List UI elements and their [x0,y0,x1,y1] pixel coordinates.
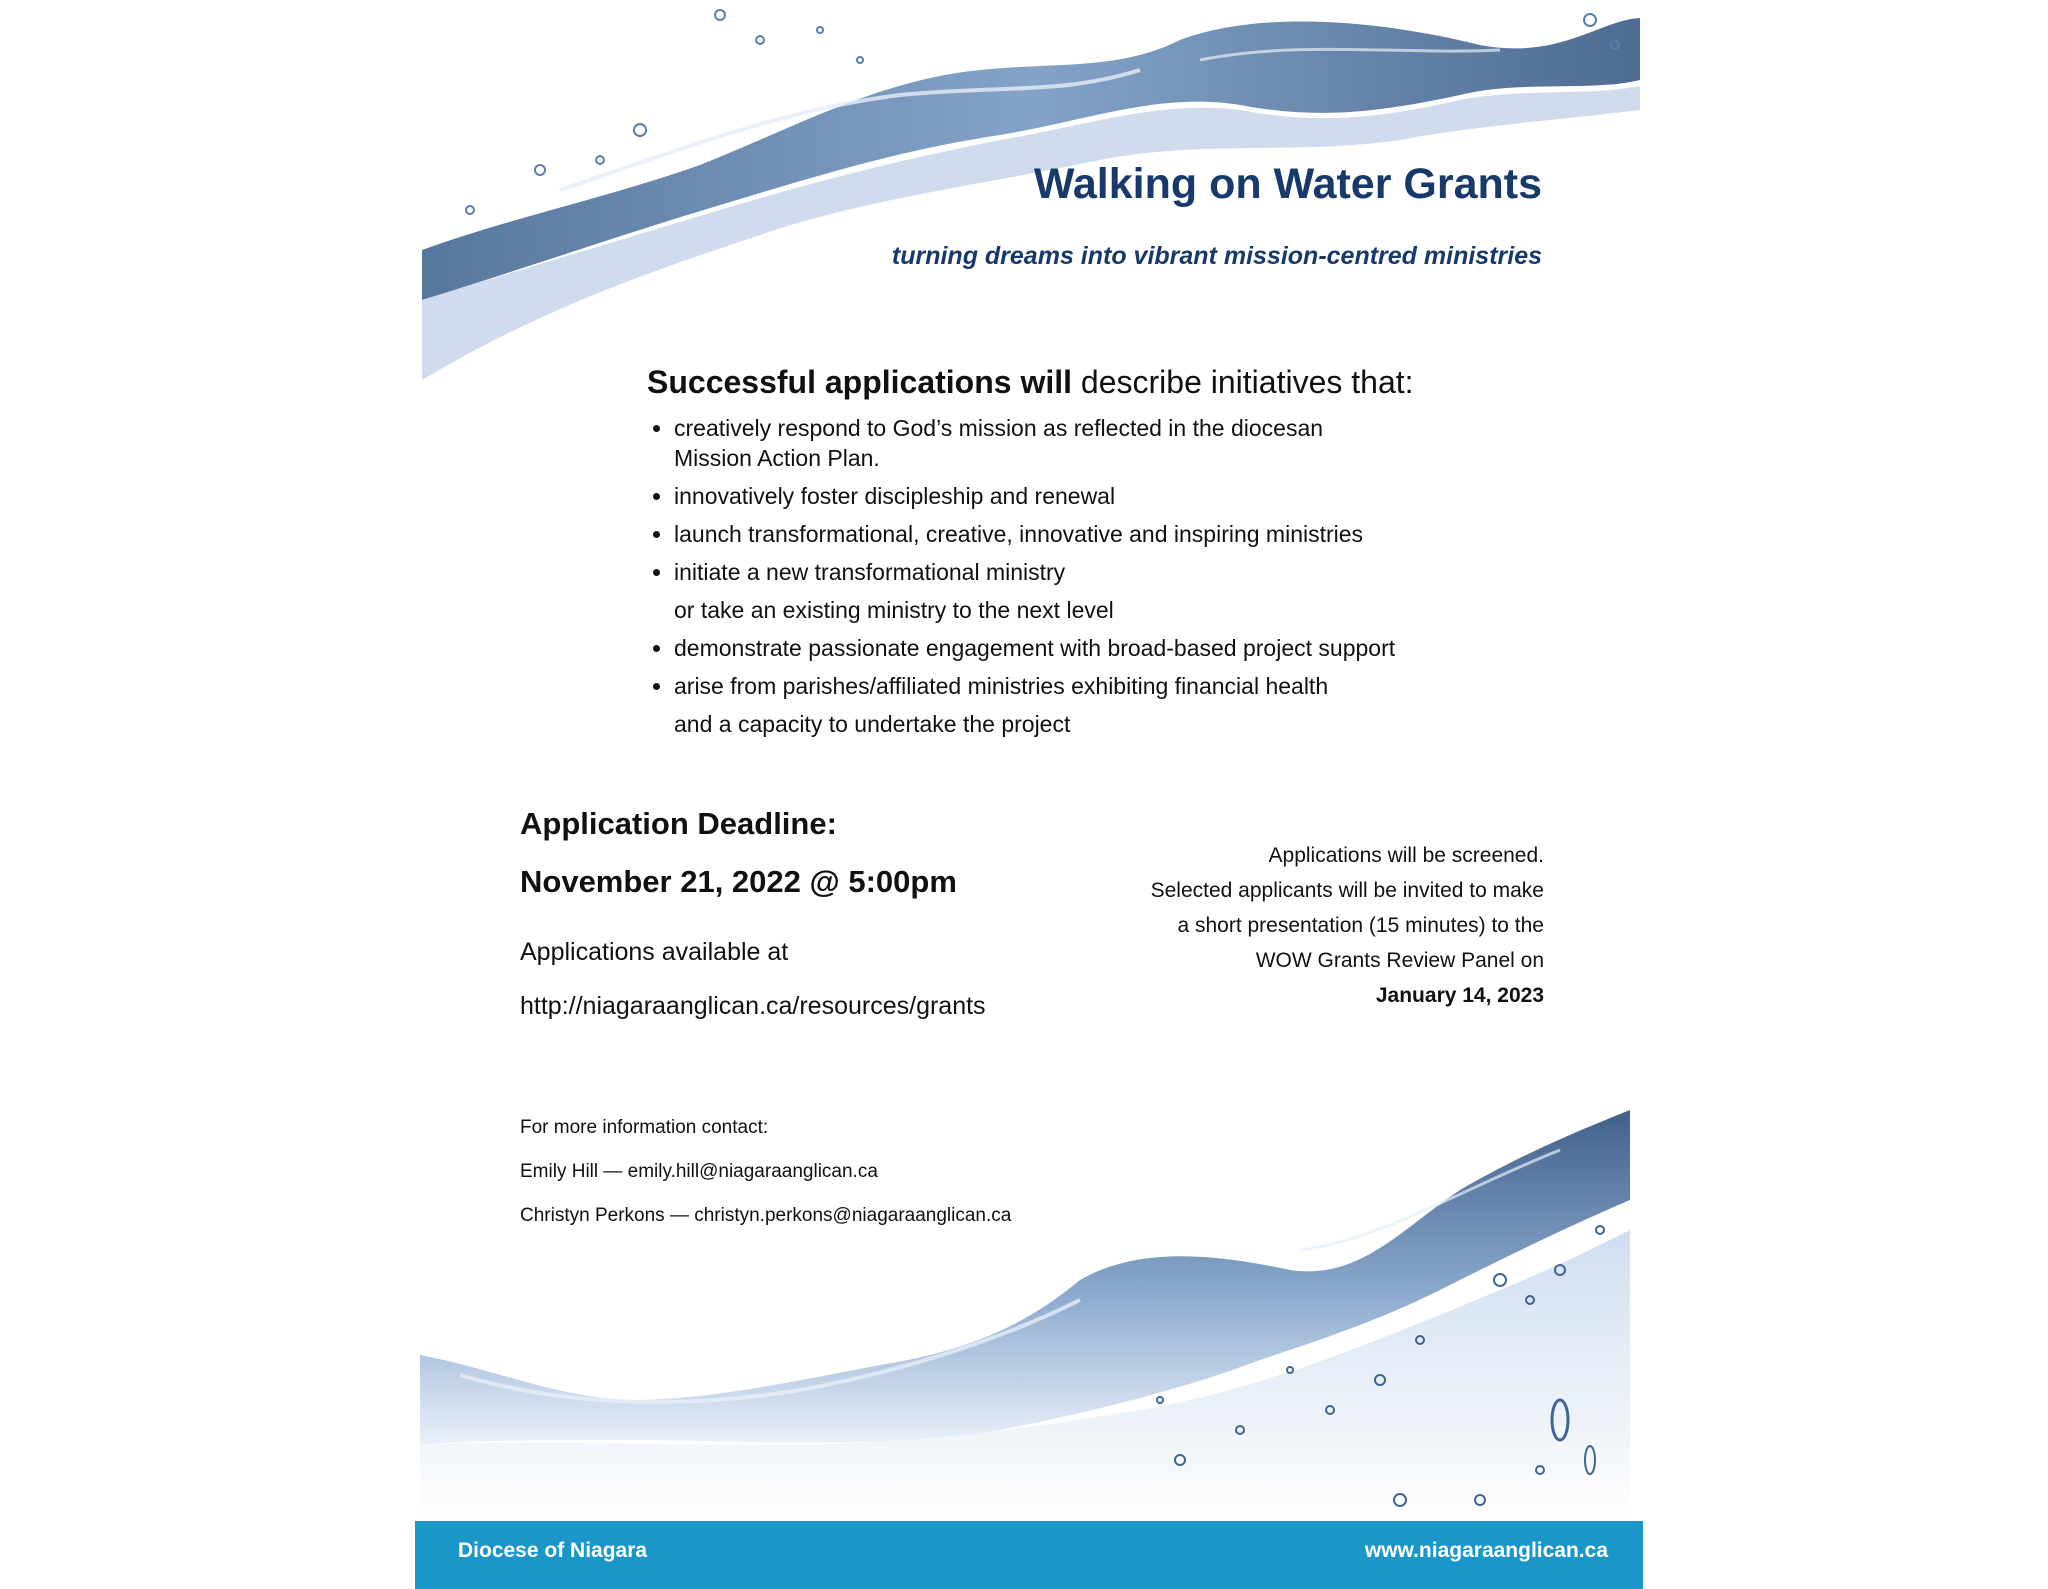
criteria-item [674,481,1497,511]
criteria-item-line1: creatively respond to God’s mission as reflected in the diocesan [674,415,1324,441]
contact-label: For more information contact: [520,1117,769,1138]
criteria-section [647,364,1497,747]
criteria-item-line2: and a capacity to undertake the project [674,711,1071,737]
criteria-item-line1: launch transformational, creative, innovative and inspiring ministries [674,521,1364,547]
criteria-item-line1: initiate a new transformational ministry [674,559,1066,585]
screening-line: Selected applicants will be invited to make [1150,879,1544,902]
deadline-label: Application Deadline: [520,806,837,841]
criteria-item-line1: innovatively foster discipleship and renewal [674,483,1116,509]
criteria-list [647,413,1497,739]
screening-line: WOW Grants Review Panel on [1255,949,1544,972]
contact-info [520,1106,1011,1238]
criteria-item-line1: demonstrate passionate engagement with broad-based project support [674,635,1396,661]
deadline-date: November 21, 2022 @ 5:00pm [520,864,957,899]
footer-diocese-name: Diocese of Niagara [458,1539,648,1562]
screening-note [1151,838,1544,1013]
applications-availability [520,925,986,1033]
contact-person-christyn[interactable]: Christyn Perkons — christyn.perkons@niagaraanglican.ca [520,1205,1012,1226]
criteria-item-line1: arise from parishes/affiliated ministries exhibiting financial health [674,673,1329,699]
contact-person-emily[interactable]: Emily Hill — emily.hill@niagaraanglican.ca [520,1161,878,1182]
flyer-title: Walking on Water Grants [1033,160,1542,208]
application-deadline [520,795,957,911]
footer-website-link[interactable]: www.niagaraanglican.ca [1364,1539,1608,1562]
criteria-item [674,633,1497,663]
criteria-item-line2: Mission Action Plan. [674,445,880,471]
criteria-item-line2: or take an existing ministry to the next level [674,597,1114,623]
criteria-heading-bold: Successful applications will [647,364,1073,400]
availability-text: Applications available at [520,938,789,966]
criteria-heading [647,364,1497,401]
criteria-item [674,557,1497,625]
footer-bar [415,1521,1643,1589]
applications-url-link[interactable]: http://niagaraanglican.ca/resources/grants [520,992,986,1020]
screening-line: a short presentation (15 minutes) to the [1177,914,1544,937]
flyer-tagline: turning dreams into vibrant mission-centred ministries [891,242,1542,270]
review-panel-date: January 14, 2023 [1375,984,1544,1007]
criteria-item [674,413,1497,473]
criteria-item [674,519,1497,549]
criteria-heading-rest: describe initiatives that: [1072,364,1414,400]
screening-line: Applications will be screened. [1268,844,1544,867]
criteria-item [674,671,1497,739]
